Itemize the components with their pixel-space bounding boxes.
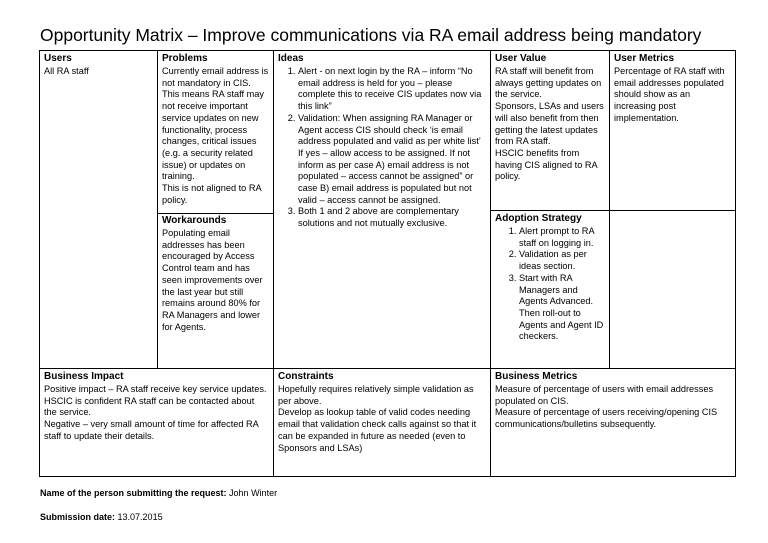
user-value-line: RA staff will benefit from always getting updates on the service. (495, 66, 602, 100)
business-metrics-cell (491, 369, 735, 476)
user-value-line: HSCIC benefits from having CIS aligned to RA policy. (495, 147, 598, 182)
problems-line: Currently email address is not mandatory in CIS. (162, 66, 269, 88)
problems-line: This means RA staff may not receive important service updates on new functionality, process changes, critical issues (e.g. a security related issue) or updates on training. (162, 89, 264, 182)
workarounds-cell (158, 213, 273, 368)
user-metrics-heading: User Metrics (614, 53, 675, 64)
page-title: Opportunity Matrix – Improve communications via RA email address being mandatory (40, 25, 702, 45)
submission-date-value: 13.07.2015 (117, 512, 163, 522)
opportunity-matrix-table (39, 50, 736, 477)
user-value-cell (491, 51, 609, 210)
users-text: All RA staff (44, 66, 89, 76)
submitter-line (40, 488, 277, 499)
user-value-heading: User Value (495, 53, 547, 64)
business-metrics-line: Measure of percentage of users receiving/opening CIS communications/bulletins subsequently. (495, 407, 718, 430)
ideas-item: 3. Both 1 and 2 above are complementary solutions and not mutually exclusive. (298, 206, 486, 229)
business-impact-line: Positive impact – RA staff receive key service updates. (44, 384, 267, 394)
user-metrics-text: Percentage of RA staff with email addresses populated should show as an increasing post implementation. (614, 66, 725, 123)
adoption-item: 3. Start with RA Managers and Agents Advanced. Then roll-out to Agents and Agent ID checkers. (519, 273, 605, 343)
business-metrics-heading: Business Metrics (495, 371, 578, 382)
adoption-heading: Adoption Strategy (495, 213, 582, 224)
workarounds-heading: Workarounds (162, 215, 227, 226)
constraints-cell (274, 369, 490, 476)
user-value-line: Sponsors, LSAs and users will also benefit from then getting the latest updates from RA staff. (495, 101, 604, 147)
business-impact-line: Negative – very small amount of time for affected RA staff to update their details. (44, 419, 259, 441)
users-cell (40, 51, 157, 368)
ideas-item: 2. Validation: When assigning RA Manager or Agent access CIS should check ‘is email address populated and valid as per white list’ If yes – allow access to be assigned. If not inform as per case A) email address is not populated – access cannot be assigned” or case B) email address is populated but not valid – access cannot be assigned. (298, 113, 486, 207)
submitter-name-value: John Winter (229, 488, 278, 498)
adoption-cell (491, 211, 609, 368)
adoption-item: 1. Alert prompt to RA staff on logging in. (519, 226, 605, 249)
ideas-item: 1. Alert - on next login by the RA – inform “No email address is held for you – please complete this to receive CIS updates now via this link” (298, 66, 486, 113)
problems-heading: Problems (162, 53, 208, 64)
users-heading: Users (44, 53, 72, 64)
problems-cell (158, 51, 273, 213)
business-impact-line: HSCIC is confident RA staff can be contacted about the service. (44, 395, 255, 418)
problems-line: This is not aligned to RA policy. (162, 183, 262, 205)
constraints-line: Develop as lookup table of valid codes needing email that validation check calls against so that it can be expanded in future as needed (even to Sponsors and LSAs) (278, 407, 477, 453)
constraints-heading: Constraints (278, 371, 334, 382)
submitter-name-label: Name of the person submitting the request: (40, 488, 227, 498)
submission-date-line (40, 512, 163, 523)
constraints-line: Hopefully requires relatively simple validation as per above. (278, 384, 474, 406)
adoption-list (495, 226, 605, 343)
business-impact-cell (40, 369, 273, 476)
submission-date-label: Submission date: (40, 512, 116, 522)
adoption-item: 2. Validation as per ideas section. (519, 249, 605, 272)
business-metrics-line: Measure of percentage of users with email addresses populated on CIS. (495, 384, 714, 406)
ideas-cell (274, 51, 490, 368)
workarounds-text: Populating email addresses has been encouraged by Access Control team and has seen improvements over the last year but still remains around 80% for RA Managers and lower for Agents. (162, 228, 263, 332)
ideas-list (278, 66, 486, 230)
ideas-heading: Ideas (278, 53, 304, 64)
user-metrics-cell (610, 51, 735, 210)
business-impact-heading: Business Impact (44, 371, 124, 382)
